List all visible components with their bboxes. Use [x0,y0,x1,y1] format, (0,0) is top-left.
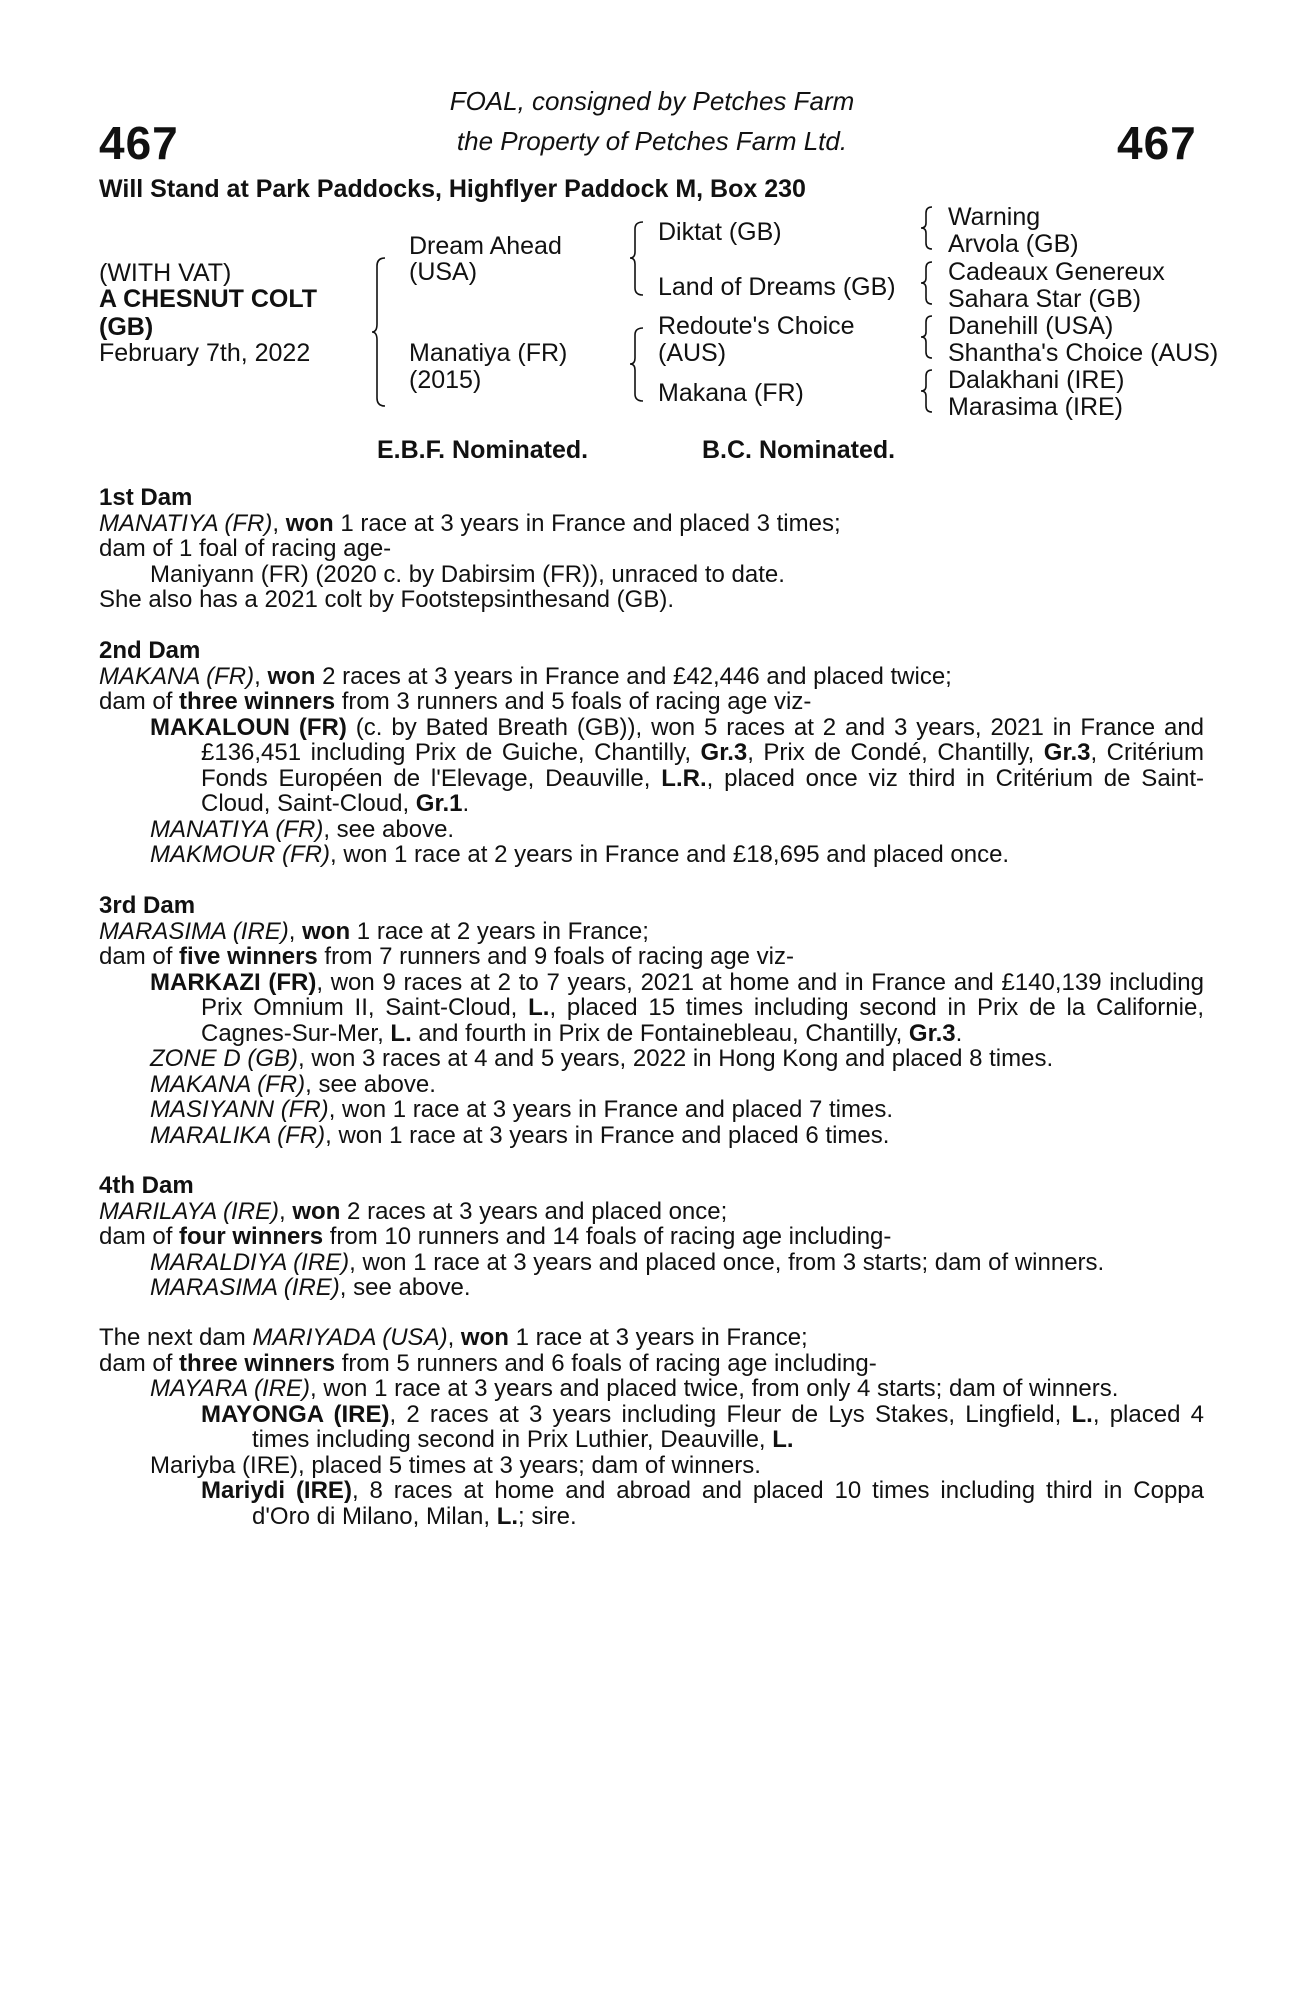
produce-mayonga [99,1402,1204,1453]
winners-count: four winners [179,1223,324,1250]
won-label: won [460,1324,509,1351]
bracket-g2 [921,260,935,306]
dam-sire-country: (AUS) [658,339,727,367]
horse-name: MARALIKA (FR) [150,1121,326,1149]
bc-nominated: B.C. Nominated. [702,436,896,464]
grade: Gr.3 [700,739,748,766]
dam-sire: Redoute's Choice [658,312,855,340]
grade: Gr.1 [415,790,463,817]
dam-year: (2015) [409,366,482,394]
ancestor-1: Warning [948,203,1041,231]
grade: L.R. [661,764,707,792]
consignor-line: FOAL, consigned by Petches Farm [449,86,855,116]
produce-markazi [99,970,1204,1047]
text: , won 1 race at 3 years and placed once, from 3 starts; dam of winners. [349,1248,1105,1276]
text: , 2 races at 3 years including Fleur de Lys Stakes, Lingfield, [389,1400,1072,1428]
section-heading: 3rd Dam [99,892,196,919]
text: The next dam [99,1324,253,1351]
text: , Prix de Condé, Chantilly, [747,739,1044,766]
text: . [462,790,470,817]
ancestor-4: Sahara Star (GB) [948,285,1142,313]
text: , won 9 races at 2 to 7 years, 2021 at home and in France and £140,139 including Prix Omnium II, Saint-Cloud, [201,968,1205,1021]
horse-name: MARALDIYA (IRE) [150,1248,350,1276]
text: . [955,1019,963,1047]
ancestor-6: Shantha's Choice (AUS) [948,339,1219,367]
dam-name: MARASIMA (IRE) [99,917,289,945]
stand-location: Will Stand at Park Paddocks, Highflyer Paddock M, Box 230 [99,175,806,203]
dam-name: MARIYADA (USA) [252,1324,448,1351]
lot-number-right: 467 [1117,117,1197,169]
horse-name: MAKANA (FR) [150,1070,306,1098]
text: , see above. [339,1274,471,1301]
bracket-g3 [921,314,935,360]
sire-country: (USA) [409,258,478,286]
text: , won 3 races at 4 and 5 years, 2022 in Hong Kong and placed 8 times. [298,1045,1054,1072]
produce-mariydi [99,1478,1204,1529]
horse-name: MAYONGA (IRE) [201,1400,390,1428]
grade: L. [1071,1400,1093,1428]
race-record: 1 race at 3 years in France and placed 3 times; [333,509,841,537]
text: , won 1 race at 3 years in France and placed 6 times. [325,1121,890,1149]
second-dam-section [99,638,1204,868]
grade: L. [390,1019,412,1047]
separator: , [447,1324,461,1351]
bracket-dam [630,326,646,404]
winners-count: three winners [179,1349,336,1377]
dam-name: MANATIYA (FR) [99,509,273,537]
separator: , [279,1197,293,1225]
text: , won 1 race at 3 years in France and placed 7 times. [328,1096,893,1123]
dam-name: Manatiya (FR) [409,339,568,367]
third-dam-section [99,893,1204,1148]
dam-name: MAKANA (FR) [99,662,255,690]
text: , placed 15 times including second in Prix de la Californie, Cagnes-Sur-Mer, [201,994,1204,1047]
horse-name: Mariydi (IRE) [201,1477,352,1504]
horse-name: MARASIMA (IRE) [150,1274,340,1301]
race-record: 1 race at 2 years in France; [350,917,649,945]
text: from 7 runners and 9 foals of racing age viz- [317,943,795,970]
ancestor-3: Cadeaux Genereux [948,258,1165,286]
grade: Gr.3 [908,1019,956,1047]
horse-name: ZONE D (GB) [150,1045,298,1072]
won-label: won [285,509,334,537]
ancestor-7: Dalakhani (IRE) [948,366,1125,394]
vat-label: (WITH VAT) [99,259,232,287]
section-heading: 4th Dam [99,1172,194,1199]
text: from 5 runners and 6 foals of racing age including- [335,1349,877,1377]
won-label: won [302,917,351,945]
text: ; sire. [518,1502,577,1530]
separator: , [288,917,303,945]
text: , won 1 race at 2 years in France and £18,695 and placed once. [329,841,1010,868]
grade: L. [496,1502,519,1530]
ancestor-8: Marasima (IRE) [948,393,1124,421]
produce-entry: Maniyann (FR) (2020 c. by Dabirsim (FR)), unraced to date. [150,560,785,588]
bracket-parents [372,256,388,408]
won-label: won [267,662,316,690]
ancestor-2: Arvola (GB) [948,230,1079,258]
bracket-g1 [921,205,935,251]
text: dam of [99,943,180,970]
text: , placed 4 times including second in Prix Luthier, Deauville, [252,1400,1205,1453]
winners-count: five winners [179,943,318,970]
text: (c. by Bated Breath (GB)), won 5 races at 2 and 3 years, 2021 in France and £136,451 including Prix de Guiche, Chantilly, [201,713,1205,766]
dam-name: MARILAYA (IRE) [99,1197,280,1225]
text: dam of [99,688,180,715]
horse-name: MAKALOUN (FR) [150,713,347,741]
lot-number-left: 467 [99,117,179,169]
grade: L. [528,994,550,1021]
subject-name: A CHESNUT COLT [99,285,318,313]
bracket-g4 [921,368,935,414]
text: , Critérium Fonds Européen de l'Elevage, Deauville, [201,739,1204,792]
section-heading: 1st Dam [99,484,193,511]
fourth-dam-section [99,1173,1204,1301]
winners-count: three winners [179,688,336,715]
sire-dam: Land of Dreams (GB) [658,273,896,301]
foal-summary: dam of 1 foal of racing age- [99,535,392,562]
grade: Gr.3 [1043,739,1091,766]
separator: , [272,509,286,537]
bracket-sire [630,220,646,298]
first-dam-section [99,485,1204,613]
horse-name: MASIYANN (FR) [150,1096,329,1123]
date-of-birth: February 7th, 2022 [99,339,311,367]
horse-name: MANATIYA (FR) [150,815,324,843]
text: , see above. [323,815,455,843]
next-dam-section [99,1325,1204,1529]
ancestor-5: Danehill (USA) [948,312,1114,340]
produce-mariyba: Mariyba (IRE), placed 5 times at 3 years; dam of winners. [150,1451,761,1479]
race-record: 2 races at 3 years in France and £42,446 and placed twice; [315,662,952,690]
text: , won 1 race at 3 years and placed twice, from only 4 starts; dam of winners. [310,1375,1119,1402]
text: from 3 runners and 5 foals of racing age viz- [335,688,812,715]
text: from 10 runners and 14 foals of racing age including- [323,1223,892,1250]
ebf-nominated: E.B.F. Nominated. [377,436,589,464]
text: dam of [99,1223,180,1250]
text: and fourth in Prix de Fontainebleau, Chantilly, [411,1019,909,1047]
race-record: 1 race at 3 years in France; [508,1324,808,1351]
sire-sire: Diktat (GB) [658,218,782,246]
separator: , [254,662,268,690]
property-line: the Property of Petches Farm Ltd. [456,126,848,156]
sire-name: Dream Ahead [409,232,562,260]
section-heading: 2nd Dam [99,637,201,664]
won-label: won [292,1197,341,1225]
text: , placed once viz third in Critérium de Saint-Cloud, Saint-Cloud, [201,764,1205,817]
horse-name: MARKAZI (FR) [150,968,317,996]
grade: L. [772,1426,794,1453]
horse-name: MAKMOUR (FR) [150,841,330,868]
produce-makaloun [99,715,1204,817]
additional-produce: She also has a 2021 colt by Footstepsinthesand (GB). [99,586,675,613]
dam-dam: Makana (FR) [658,379,804,407]
subject-country: (GB) [99,313,154,341]
text: dam of [99,1349,180,1377]
text: , 8 races at home and abroad and placed 10 times including third in Coppa d'Oro di Milano, Milan, [252,1477,1204,1530]
horse-name: MAYARA (IRE) [150,1375,311,1402]
race-record: 2 races at 3 years and placed once; [340,1197,728,1225]
text: , see above. [305,1070,436,1098]
